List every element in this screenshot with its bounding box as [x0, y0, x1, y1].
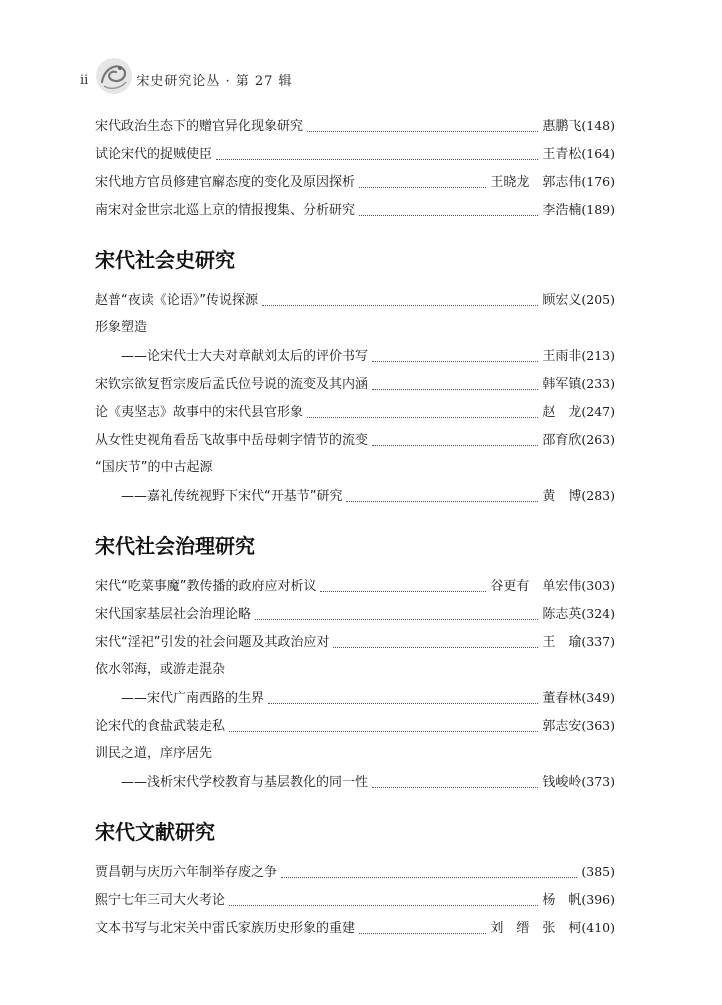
entry-page-number: (164) [581, 146, 615, 161]
entry-page-number: (213) [581, 348, 615, 363]
toc-entry [95, 572, 615, 600]
entry-author: 黄 博 [542, 489, 582, 504]
toc-entry [95, 112, 615, 140]
entry-title: 贾昌朝与庆历六年制举存废之争 [95, 865, 278, 880]
dot-leader [307, 122, 538, 132]
toc-entry [95, 196, 615, 224]
entry-author: 王晓龙 郭志伟 [490, 175, 582, 190]
entry-author: 顾宏义 [542, 293, 582, 308]
toc-entry [95, 628, 615, 656]
dot-leader [229, 722, 538, 732]
entry-author: 惠鹏飞 [542, 119, 582, 134]
dot-leader [229, 896, 538, 906]
toc-entry-lead: 训民之道，庠序居先 [95, 746, 213, 761]
page-header [80, 56, 293, 96]
entry-title: ——嘉礼传统视野下宋代“开基节”研究 [121, 489, 343, 504]
entry-title: 从女性史视角看岳飞故事中岳母刺字情节的流变 [95, 433, 369, 448]
entry-page-number: (205) [581, 292, 615, 307]
entry-author: 杨 帆 [542, 893, 582, 908]
entry-title: 南宋对金世宗北巡上京的情报搜集、分析研究 [95, 203, 356, 218]
entry-page-number: (303) [581, 578, 615, 593]
dot-leader [372, 352, 538, 362]
entry-page-number: (324) [581, 606, 615, 621]
section-heading: 宋代社会治理研究 [95, 534, 255, 558]
entry-author: 李浩楠 [542, 203, 582, 218]
entry-author: 郭志安 [542, 719, 582, 734]
entry-page-number: (233) [581, 376, 615, 391]
dot-leader [281, 868, 577, 878]
entry-page-number: (148) [581, 118, 615, 133]
entry-title: 宋代地方官员修建官廨态度的变化及原因探析 [95, 175, 356, 190]
dot-leader [359, 206, 538, 216]
entry-page-number: (337) [581, 634, 615, 649]
dot-leader [359, 178, 486, 188]
entry-title: 宋代“淫祀”引发的社会问题及其政治应对 [95, 635, 330, 650]
dot-leader [372, 436, 538, 446]
entry-title: 熙宁七年三司大火考论 [95, 893, 226, 908]
dot-leader [255, 610, 538, 620]
entry-author: 谷更有 单宏伟 [490, 579, 582, 594]
dot-leader [346, 492, 538, 502]
dot-leader [372, 778, 538, 788]
series-title: 宋史研究论丛 · 第 27 辑 [136, 73, 293, 89]
entry-page-number: (385) [581, 864, 615, 879]
dot-leader [372, 380, 538, 390]
toc-entry [95, 398, 615, 426]
entry-title: 宋代“吃菜事魔”教传播的政府应对析议 [95, 579, 317, 594]
entry-page-number: (396) [581, 892, 615, 907]
entry-page-number: (247) [581, 404, 615, 419]
entry-title: 宋钦宗欲复哲宗废后孟氏位号说的流变及其内涵 [95, 377, 369, 392]
series-logo-icon [94, 56, 134, 96]
toc-entry [95, 914, 615, 942]
toc-entry [95, 342, 615, 370]
entry-author: 董春林 [542, 691, 582, 706]
toc-entry [95, 858, 615, 886]
toc-entry-lead: “国庆节”的中古起源 [95, 460, 213, 475]
entry-page-number: (189) [581, 202, 615, 217]
toc-entry [95, 684, 615, 712]
toc-entry-lead: 依水邻海，或游走混杂 [95, 662, 226, 677]
entry-author: 韩军镇 [542, 377, 582, 392]
entry-page-number: (363) [581, 718, 615, 733]
toc-entry [95, 140, 615, 168]
entry-page-number: (373) [581, 774, 615, 789]
entry-author: 邵育欣 [542, 433, 582, 448]
toc-entry [95, 886, 615, 914]
table-of-contents [95, 112, 615, 942]
entry-title: 宋代政治生态下的赠官异化现象研究 [95, 119, 304, 134]
entry-title: 论《夷坚志》故事中的宋代县官形象 [95, 405, 304, 420]
toc-entry [95, 600, 615, 628]
toc-entry [95, 712, 615, 740]
entry-title: ——论宋代士大夫对章献刘太后的评价书写 [121, 349, 369, 364]
entry-title: 试论宋代的捉贼使臣 [95, 147, 213, 162]
toc-entry-lead: 形象塑造 [95, 320, 148, 335]
entry-title: 宋代国家基层社会治理论略 [95, 607, 252, 622]
dot-leader [268, 694, 538, 704]
entry-title: 赵普“夜读《论语》”传说探源 [95, 293, 258, 308]
section-heading: 宋代社会史研究 [95, 248, 235, 272]
entry-title: ——宋代广南西路的生界 [121, 691, 265, 706]
entry-author: 王雨非 [542, 349, 582, 364]
entry-author: 赵 龙 [542, 405, 582, 420]
entry-author: 钱峻岭 [542, 775, 582, 790]
entry-author: 刘 缙 张 柯 [490, 921, 582, 936]
toc-entry [95, 168, 615, 196]
entry-page-number: (176) [581, 174, 615, 189]
entry-page-number: (283) [581, 488, 615, 503]
entry-page-number: (263) [581, 432, 615, 447]
toc-entry [95, 482, 615, 510]
toc-entry [95, 370, 615, 398]
page-number: ii [80, 72, 89, 88]
toc-entry [95, 426, 615, 454]
entry-author: 王青松 [542, 147, 582, 162]
toc-entry [95, 768, 615, 796]
entry-author: 王 瑜 [542, 635, 582, 650]
section-heading: 宋代文献研究 [95, 820, 215, 844]
dot-leader [333, 638, 538, 648]
dot-leader [262, 296, 538, 306]
dot-leader [307, 408, 538, 418]
entry-title: 文本书写与北宋关中雷氏家族历史形象的重建 [95, 921, 356, 936]
dot-leader [359, 924, 486, 934]
entry-page-number: (349) [581, 690, 615, 705]
entry-page-number: (410) [581, 920, 615, 935]
entry-author: 陈志英 [542, 607, 582, 622]
entry-title: 论宋代的食盐武装走私 [95, 719, 226, 734]
toc-entry [95, 286, 615, 314]
dot-leader [320, 582, 486, 592]
entry-title: ——浅析宋代学校教育与基层教化的同一性 [121, 775, 369, 790]
dot-leader [216, 150, 538, 160]
